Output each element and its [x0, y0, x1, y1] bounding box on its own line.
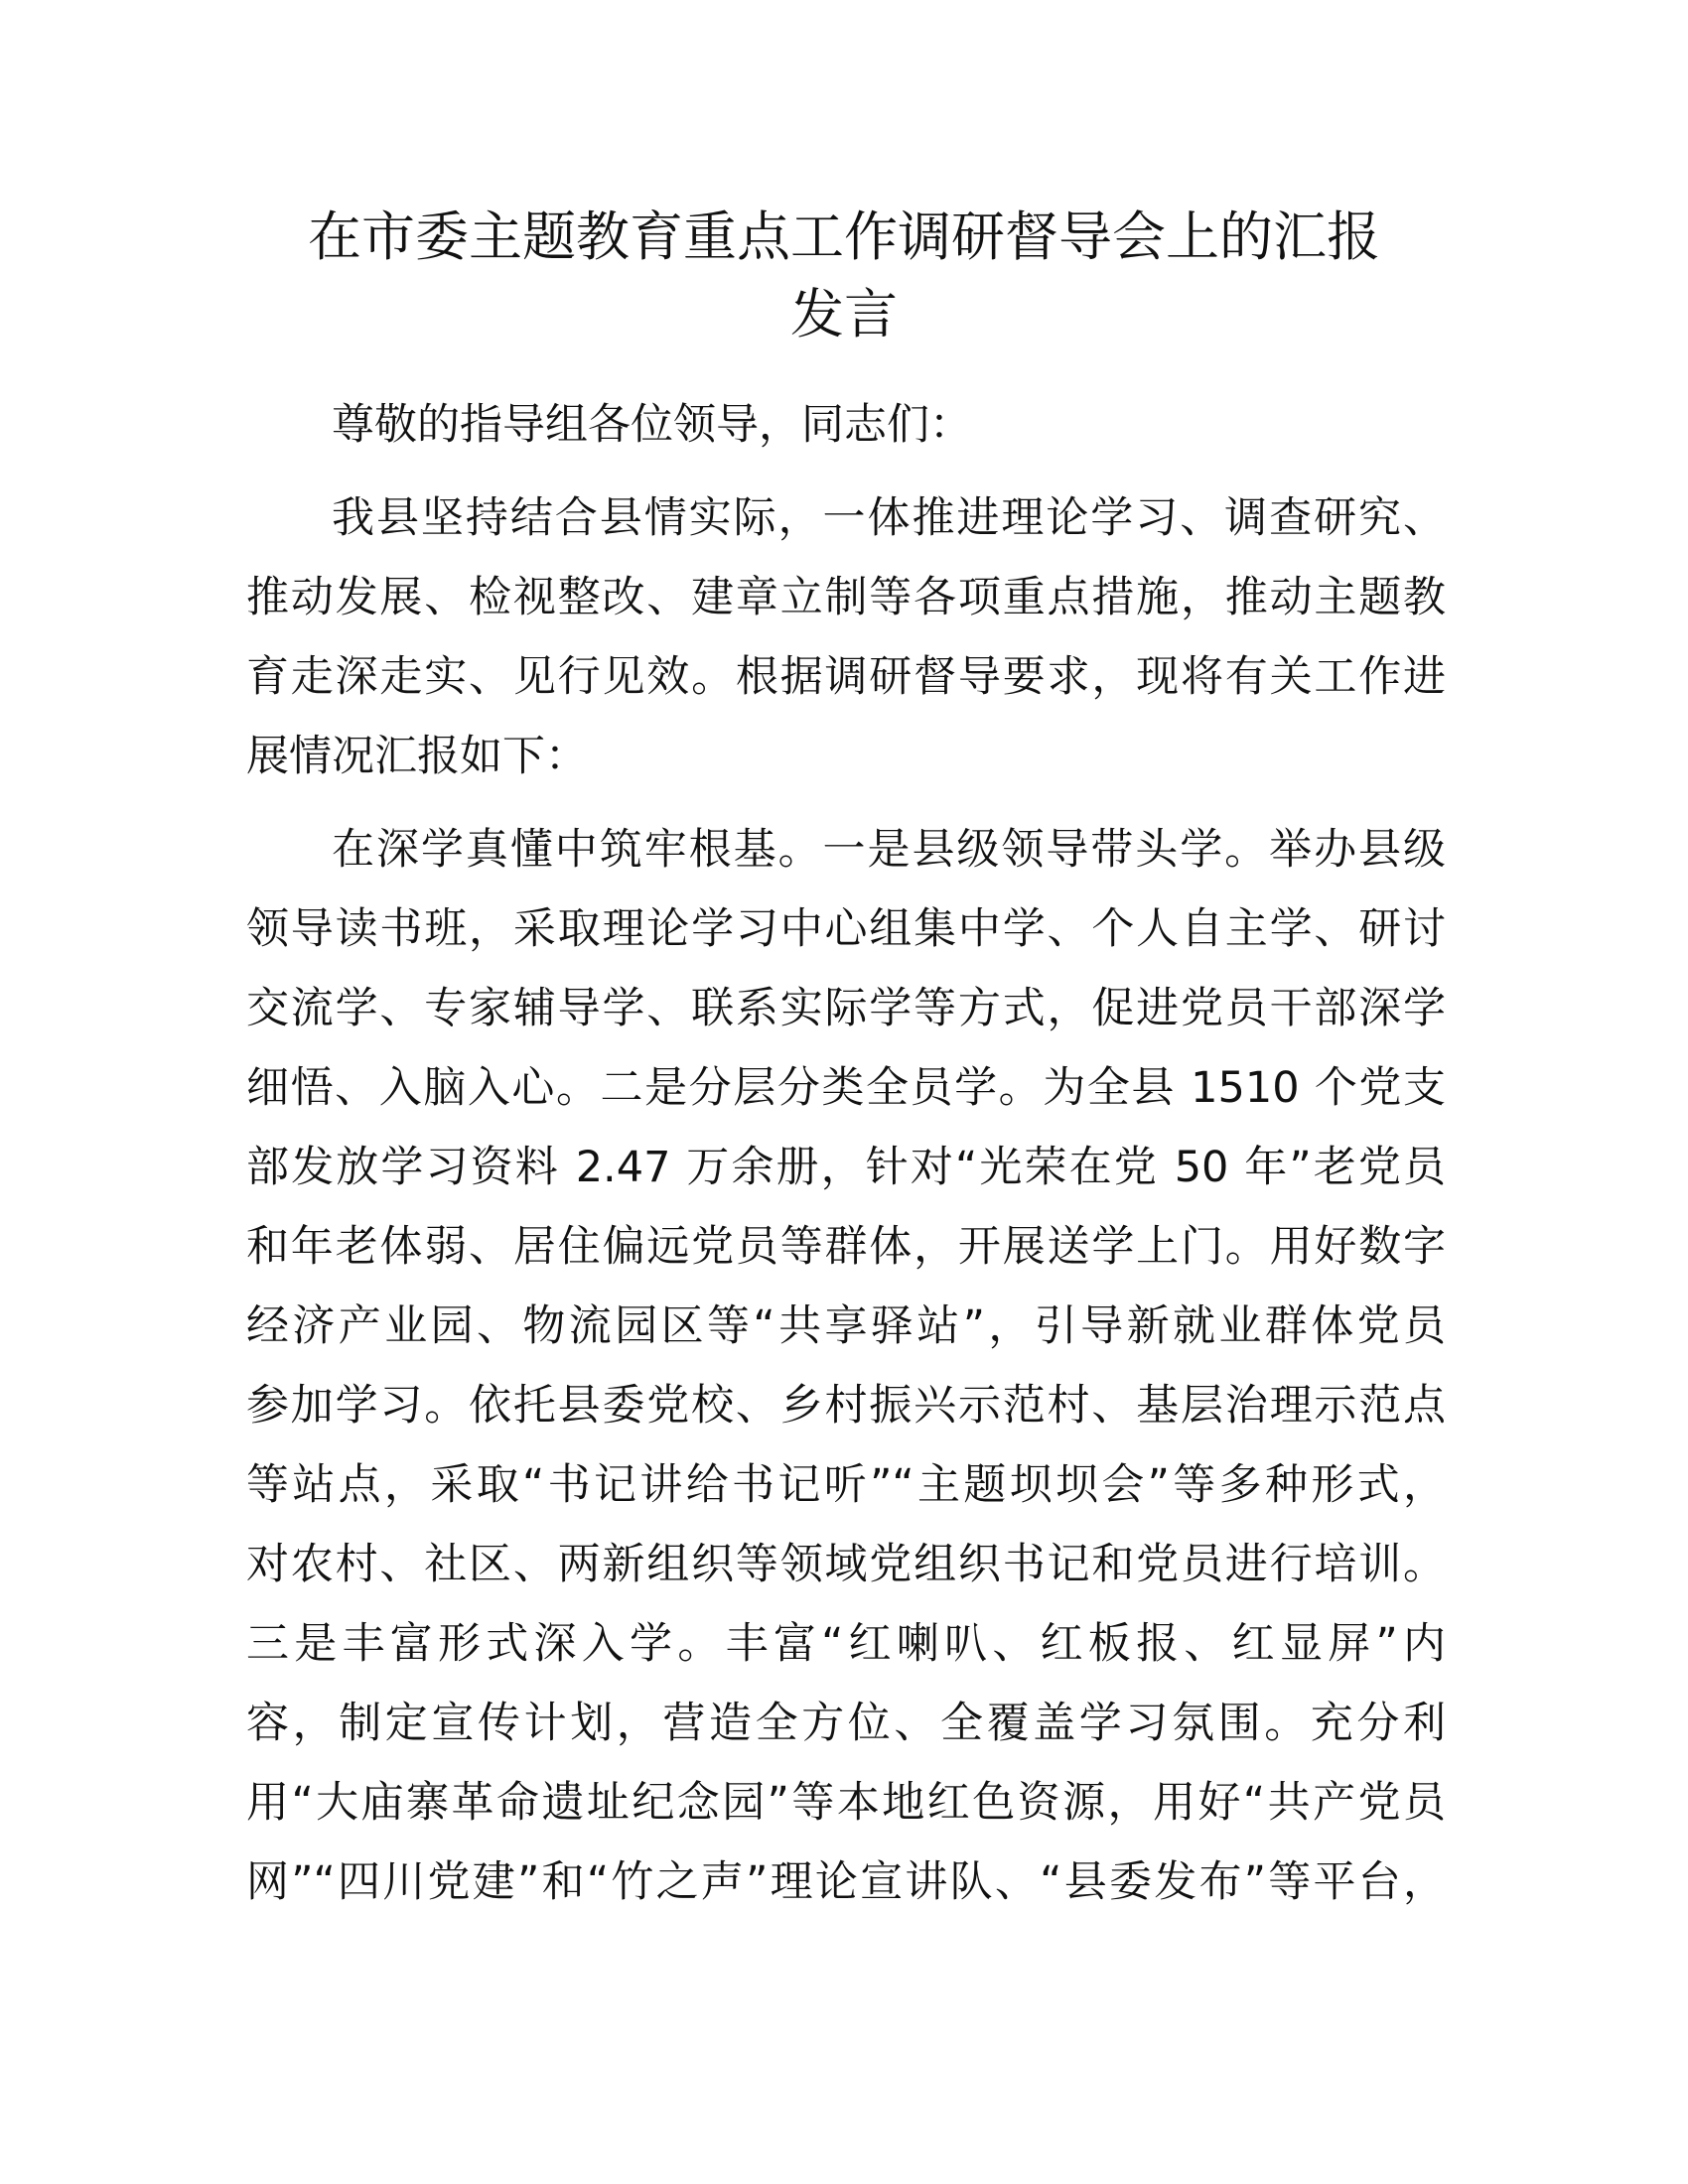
paragraph-line: 领导读书班，采取理论学习中心组集中学、个人自主学、研讨 [246, 904, 1446, 954]
paragraph-line: 和年老体弱、居住偏远党员等群体，开展送学上门。用好数字 [246, 1222, 1446, 1272]
paragraph-line: 展情况汇报如下： [246, 732, 588, 781]
paragraph-line: 容，制定宣传计划，营造全方位、全覆盖学习氛围。充分利 [246, 1699, 1446, 1748]
paragraph-line: 交流学、专家辅导学、联系实际学等方式，促进党员干部深学 [246, 984, 1446, 1033]
paragraph-line: 用“大庙寨革命遗址纪念园”等本地红色资源，用好“共产党员 [246, 1778, 1446, 1828]
paragraph-line: 对农村、社区、两新组织等领域党组织书记和党员进行培训。 [246, 1540, 1446, 1589]
paragraph-line: 参加学习。依托县委党校、乡村振兴示范村、基层治理示范点 [246, 1381, 1446, 1431]
paragraph-line: 在深学真懂中筑牢根基。一是县级领导带头学。举办县级 [332, 825, 1446, 875]
paragraph-line: 我县坚持结合县情实际，一体推进理论学习、调查研究、 [332, 493, 1446, 543]
paragraph-study [246, 810, 1446, 1922]
paragraph-line: 育走深走实、见行见效。根据调研督导要求，现将有关工作进 [246, 652, 1446, 702]
paragraph-line: 部发放学习资料 2.47 万余册，针对“光荣在党 50 年”老党员 [246, 1143, 1446, 1192]
paragraph-line: 细悟、入脑入心。二是分层分类全员学。为全县 1510 个党支 [246, 1063, 1446, 1113]
paragraph-line: 经济产业园、物流园区等“共享驿站”，引导新就业群体党员 [246, 1301, 1446, 1351]
salutation: 尊敬的指导组各位领导，同志们： [332, 400, 972, 450]
document-title [228, 199, 1460, 353]
document-body [246, 385, 1446, 1922]
title-line-1: 在市委主题教育重点工作调研督导会上的汇报 [308, 205, 1380, 268]
paragraph-line: 三是丰富形式深入学。丰富“红喇叭、红板报、红显屏”内 [246, 1619, 1446, 1669]
paragraph-line: 网”“四川党建”和“竹之声”理论宣讲队、“县委发布”等平台， [246, 1857, 1446, 1907]
paragraph-line: 推动发展、检视整改、建章立制等各项重点措施，推动主题教 [246, 573, 1446, 622]
paragraph-intro [246, 478, 1446, 796]
title-line-2: 发言 [790, 283, 898, 345]
paragraph-line: 等站点，采取“书记讲给书记听”“主题坝坝会”等多种形式， [246, 1460, 1446, 1510]
